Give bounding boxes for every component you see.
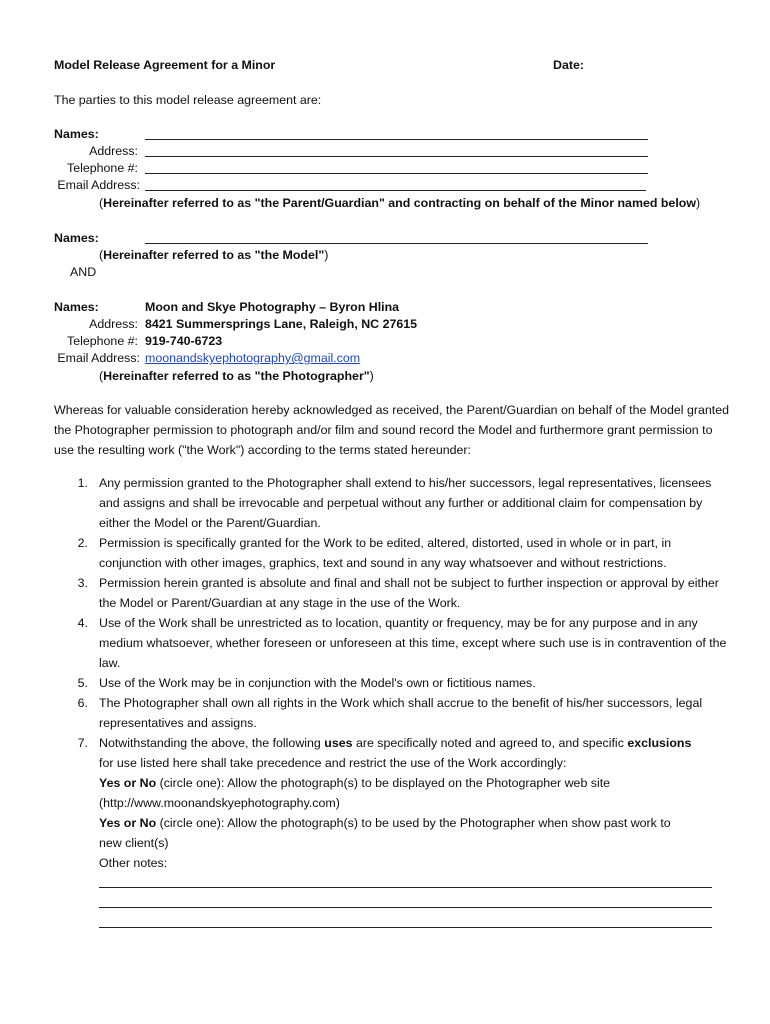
term-number: 6. [77, 696, 88, 710]
photographer-telephone-value: 919-740-6723 [145, 334, 223, 348]
term-text: Permission herein granted is absolute and final and shall not be subject to further inspection or approval by either the Model or Parent/Guardian at any stage in the use of the Work. [99, 576, 719, 610]
photographer-email-label: Email Address: [57, 351, 140, 365]
parent-telephone-field[interactable] [145, 173, 648, 174]
term-number: 4. [77, 616, 88, 630]
other-notes-line-2[interactable] [99, 907, 712, 908]
parent-names-label: Names: [54, 127, 99, 141]
yes-or-no-choice[interactable]: Yes or No [99, 816, 157, 830]
term-text: Permission is specifically granted for the Work to be edited, altered, distorted, used in whole or in part, in conjunction with other images, graphics, text and sound in any way whatsoever and without restrictions. [99, 536, 672, 570]
term-number: 2. [77, 536, 88, 550]
term7-line2: for use listed here shall take precedence and restrict the use of the Work accordingly: [99, 756, 567, 770]
term-text: Notwithstanding the above, the following uses are specifically noted and agreed to, and specific exclusions [99, 736, 692, 750]
photographer-telephone-label: Telephone #: [67, 334, 138, 348]
model-hereinafter: (Hereinafter referred to as "the Model") [99, 248, 329, 262]
yes-or-no-choice[interactable]: Yes or No [99, 776, 157, 790]
photographer-hereinafter: (Hereinafter referred to as "the Photographer") [99, 369, 374, 383]
parent-hereinafter: (Hereinafter referred to as "the Parent/Guardian" and contracting on behalf of the Minor named below) [99, 196, 701, 210]
term-text: Use of the Work shall be unrestricted as to location, quantity or frequency, may be for any purpose and in any medium whatsoever, whether foreseen or unforeseen at this time, except where such use is in contravention of the law. [99, 616, 727, 670]
other-notes-label: Other notes: [99, 856, 168, 870]
option-web-site-url: (http://www.moonandskyephotography.com) [99, 796, 340, 810]
term-text: The Photographer shall own all rights in the Work which shall accrue to the benefit of his/her successors, legal representatives and assigns. [99, 696, 703, 730]
date-label: Date: [553, 58, 584, 72]
photographer-address-label: Address: [89, 317, 138, 331]
photographer-address-value: 8421 Summersprings Lane, Raleigh, NC 27615 [145, 317, 418, 331]
other-notes-line-3[interactable] [99, 927, 712, 928]
photographer-names-value: Moon and Skye Photography – Byron Hlina [145, 300, 400, 314]
whereas-paragraph: Whereas for valuable consideration hereby acknowledged as received, the Parent/Guardian on behalf of the Model granted the Photographer permission to photograph and/or film and sound record the Model and furthermore grant permission to use the resulting work ("the Work") according to the terms stated hereunder: [54, 403, 730, 457]
photographer-names-label: Names: [54, 300, 99, 314]
photographer-email-link[interactable]: moonandskyephotography@gmail.com [145, 351, 361, 365]
option-past-work: Yes or No (circle one): Allow the photograph(s) to be used by the Photographer when show past work to [99, 816, 671, 830]
document-title: Model Release Agreement for a Minor [54, 58, 276, 72]
term-text: Use of the Work may be in conjunction with the Model's own or fictitious names. [99, 676, 536, 690]
and-label: AND [70, 265, 97, 279]
parent-names-field[interactable] [145, 139, 648, 140]
term-text: Any permission granted to the Photographer shall extend to his/her successors, legal representatives, licensees and assigns and shall be irrevocable and perpetual without any further or additional claim for compensation by either the Model or the Parent/Guardian. [99, 476, 712, 530]
intro-text: The parties to this model release agreement are: [54, 93, 322, 107]
term-number: 5. [77, 676, 88, 690]
other-notes-line-1[interactable] [99, 887, 712, 888]
parent-address-field[interactable] [145, 156, 648, 157]
option-past-work-cont: new client(s) [99, 836, 169, 850]
parent-email-label: Email Address: [57, 178, 140, 192]
term-number: 3. [77, 576, 88, 590]
model-names-field[interactable] [145, 243, 648, 244]
term-number: 7. [77, 736, 88, 750]
parent-telephone-label: Telephone #: [67, 161, 138, 175]
exclusions-emphasis: exclusions [627, 736, 692, 750]
uses-emphasis: uses [324, 736, 353, 750]
parent-email-field[interactable] [145, 190, 646, 191]
term-number: 1. [77, 476, 88, 490]
option-web-site: Yes or No (circle one): Allow the photograph(s) to be displayed on the Photographer web site [99, 776, 611, 790]
model-names-label: Names: [54, 231, 99, 245]
parent-address-label: Address: [89, 144, 138, 158]
